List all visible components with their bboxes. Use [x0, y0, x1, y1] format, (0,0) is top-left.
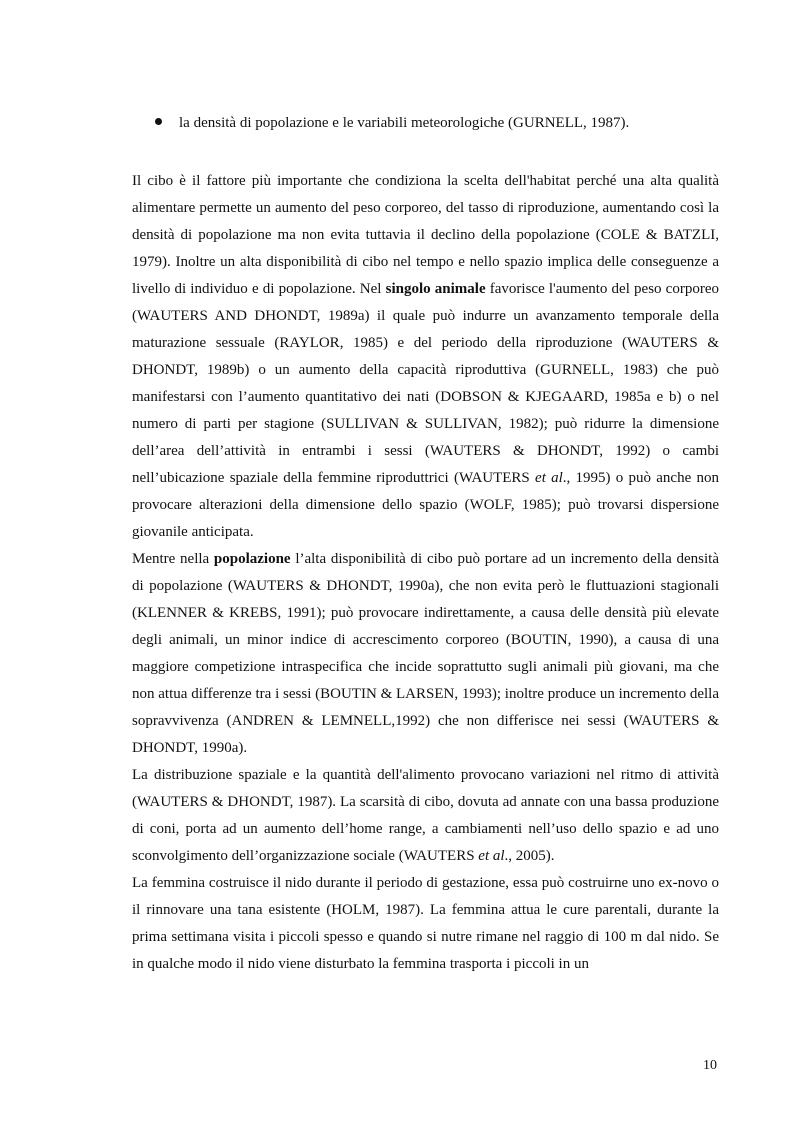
- p3-text-a: La distribuzione spaziale e la quantità dell'alimento provocano variazioni nel ritmo di attività (WAUTERS & DHONDT, 1987). La scarsità di cibo, dovuta ad annate con una bassa produzione di coni, porta ad un aumento dell’home range, a cambiamenti nell’uso dello spazio e ad uno sconvolgimento dell’organizzazione sociale (WAUTERS: [132, 767, 719, 864]
- p2-text-c: l’alta disponibilità di cibo può portare ad un incremento della densità di popolazione (WAUTERS & DHONDT, 1990a), che non evita però le fluttuazioni stagionali (KLENNER & KREBS, 1991); può provocare indirettamente, a causa delle densità più elevate degli animali, un minor indice di accrescimento corporeo (BOUTIN, 1990), a causa di una maggiore competizione intraspecifica che incide soprattutto sugli animali più giovani, ma che non attua differenze tra i sessi (BOUTIN & LARSEN, 1993); inoltre produce un incremento della sopravvivenza (ANDREN & LEMNELL,1992) che non differisce nei sessi (WAUTERS & DHONDT, 1990a).: [132, 551, 720, 756]
- paragraph-population: [132, 546, 719, 762]
- italic-et-al: et al: [535, 470, 563, 486]
- italic-et-al: et al: [478, 848, 505, 864]
- bold-singolo-animale: singolo animale: [385, 281, 486, 297]
- p1-text-a: Il cibo è il fattore più importante che condiziona la scelta dell'habitat perché una alta qualità alimentare permette un aumento del peso corporeo, del tasso di riproduzione, aumentando così la densità di popolazione ma non evita tuttavia il declino della popolazione (COLE & BATZLI, 1979). Inoltre un alta disponibilità di cibo nel tempo e nello spazio implica delle conseguenze a livello di individuo e di popolazione. Nel: [132, 173, 719, 297]
- bullet-text: la densità di popolazione e le variabili meteorologiche (GURNELL, 1987).: [179, 115, 630, 131]
- paragraph-nest: La femmina costruisce il nido durante il periodo di gestazione, essa può costruirne uno ex-novo o il rinnovare una tana esistente (HOLM, 1987). La femmina attua le cure parentali, durante la prima settimana visita i piccoli spesso e quando si nutre rimane nel raggio di 100 m dal nido. Se in qualche modo il nido viene disturbato la femmina trasporta i piccoli in un: [132, 875, 719, 972]
- paragraph-spatial-distribution: [132, 762, 719, 870]
- bullet-item: [155, 113, 629, 133]
- page-number: 10: [703, 1058, 717, 1073]
- p1-text-c: favorisce l'aumento del peso corporeo (WAUTERS AND DHONDT, 1989a) il quale può indurre un avanzamento temporale della maturazione sessuale (RAYLOR, 1985) e del periodo della riproduzione (WAUTERS & DHONDT, 1989b) o un aumento della capacità riproduttiva (GURNELL, 1983) che può manifestarsi con l’aumento quantitativo dei nati (DOBSON & KJEGAARD, 1985a e b) o nel numero di parti per stagione (SULLIVAN & SULLIVAN, 1982); può ridurre la dimensione dell’area dell’attività in entrambi i sessi (WAUTERS & DHONDT, 1992) o cambi nell’ubicazione spaziale della femmine riproduttrici (WAUTERS: [132, 281, 719, 486]
- p1-text-d: ., 1995) o può anche non provocare alterazioni della dimensione dello spazio (WOLF, 1985); può trovarsi dispersione giovanile anticipata.: [132, 470, 719, 540]
- body-text: [132, 168, 719, 978]
- p3-text-b: ., 2005).: [504, 848, 555, 864]
- paragraph-food-habitat: [132, 168, 719, 546]
- bullet-dot-icon: [155, 118, 162, 125]
- bold-popolazione: popolazione: [213, 551, 291, 567]
- p2-text-a: Mentre nella: [132, 551, 210, 567]
